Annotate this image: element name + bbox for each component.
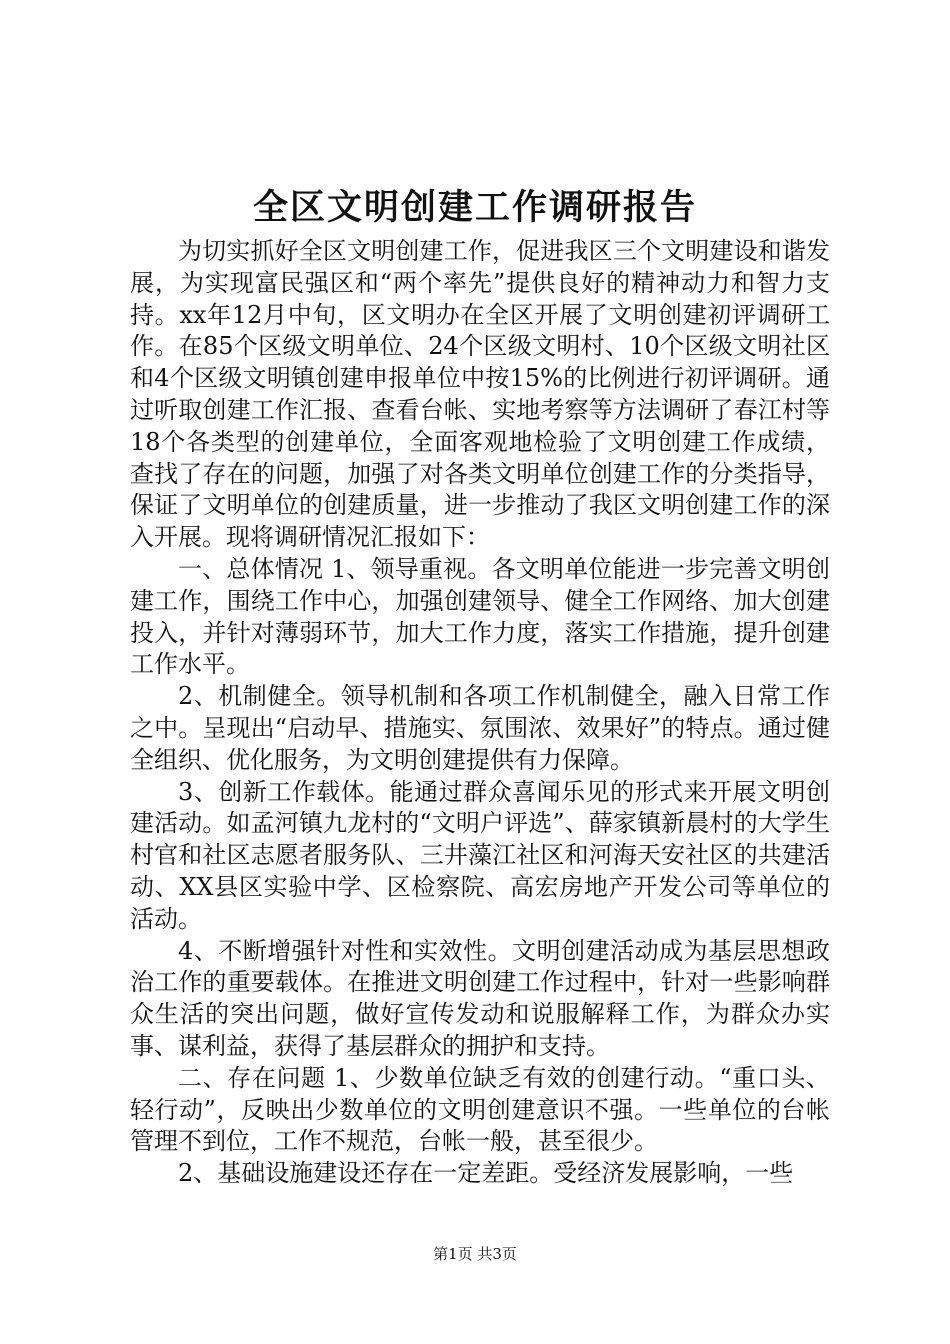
document-title: 全区文明创建工作调研报告 [252, 187, 697, 228]
paragraph-problems: 二、存在问题 1、少数单位缺乏有效的创建行动。“重口头、轻行动”，反映出少数单位的文明创建意识不强。一些单位的台帐管理不到位，工作不规范，台帐一般，甚至很少。 [130, 1063, 830, 1156]
paragraph-overview: 一、总体情况 1、领导重视。各文明单位能进一步完善文明创建工作，围绕工作中心，加强创建领导、健全工作网络、加大创建投入，并针对薄弱环节，加大工作力度，落实工作措施，提升创建工作水平。 [130, 554, 830, 679]
paragraph-effectiveness: 4、不断增强针对性和实效性。文明创建活动成为基层思想政治工作的重要载体。在推进文明创建工作过程中，针对一些影响群众生活的突出问题，做好宣传发动和说服解释工作，为群众办实事、谋利益，获得了基层群众的拥护和支持。 [130, 936, 830, 1060]
document-body [130, 236, 830, 1190]
paragraph-infrastructure: 2、基础设施建设还存在一定差距。受经济发展影响，一些 [178, 1159, 794, 1188]
page-footer: 第1页 共3页 [433, 1245, 517, 1263]
paragraph-innovation: 3、创新工作载体。能通过群众喜闻乐见的形式来开展文明创建活动。如孟河镇九龙村的“文明户评选”、薛家镇新晨村的大学生村官和社区志愿者服务队、三井藻江社区和河海天安社区的共建活动、XX县区实验中学、区检察院、高宏房地产开发公司等单位的活动。 [130, 777, 830, 933]
paragraph-intro: 为切实抓好全区文明创建工作，促进我区三个文明建设和谐发展，为实现富民强区和“两个率先”提供良好的精神动力和智力支持。xx年12月中旬，区文明办在全区开展了文明创建初评调研工作。在85个区级文明单位、24个区级文明村、10个区级文明社区和4个区级文明镇创建申报单位中按15%的比例进行初评调研。通过听取创建工作汇报、查看台帐、实地考察等方法调研了春江村等18个各类型的创建单位，全面客观地检验了文明创建工作成绩，查找了存在的问题，加强了对各类文明单位创建工作的分类指导，保证了文明单位的创建质量，进一步推动了我区文明创建工作的深入开展。现将调研情况汇报如下： [130, 237, 830, 552]
paragraph-mechanism: 2、机制健全。领导机制和各项工作机制健全，融入日常工作之中。呈现出“启动早、措施实、氛围浓、效果好”的特点。通过健全组织、优化服务，为文明创建提供有力保障。 [130, 682, 830, 774]
